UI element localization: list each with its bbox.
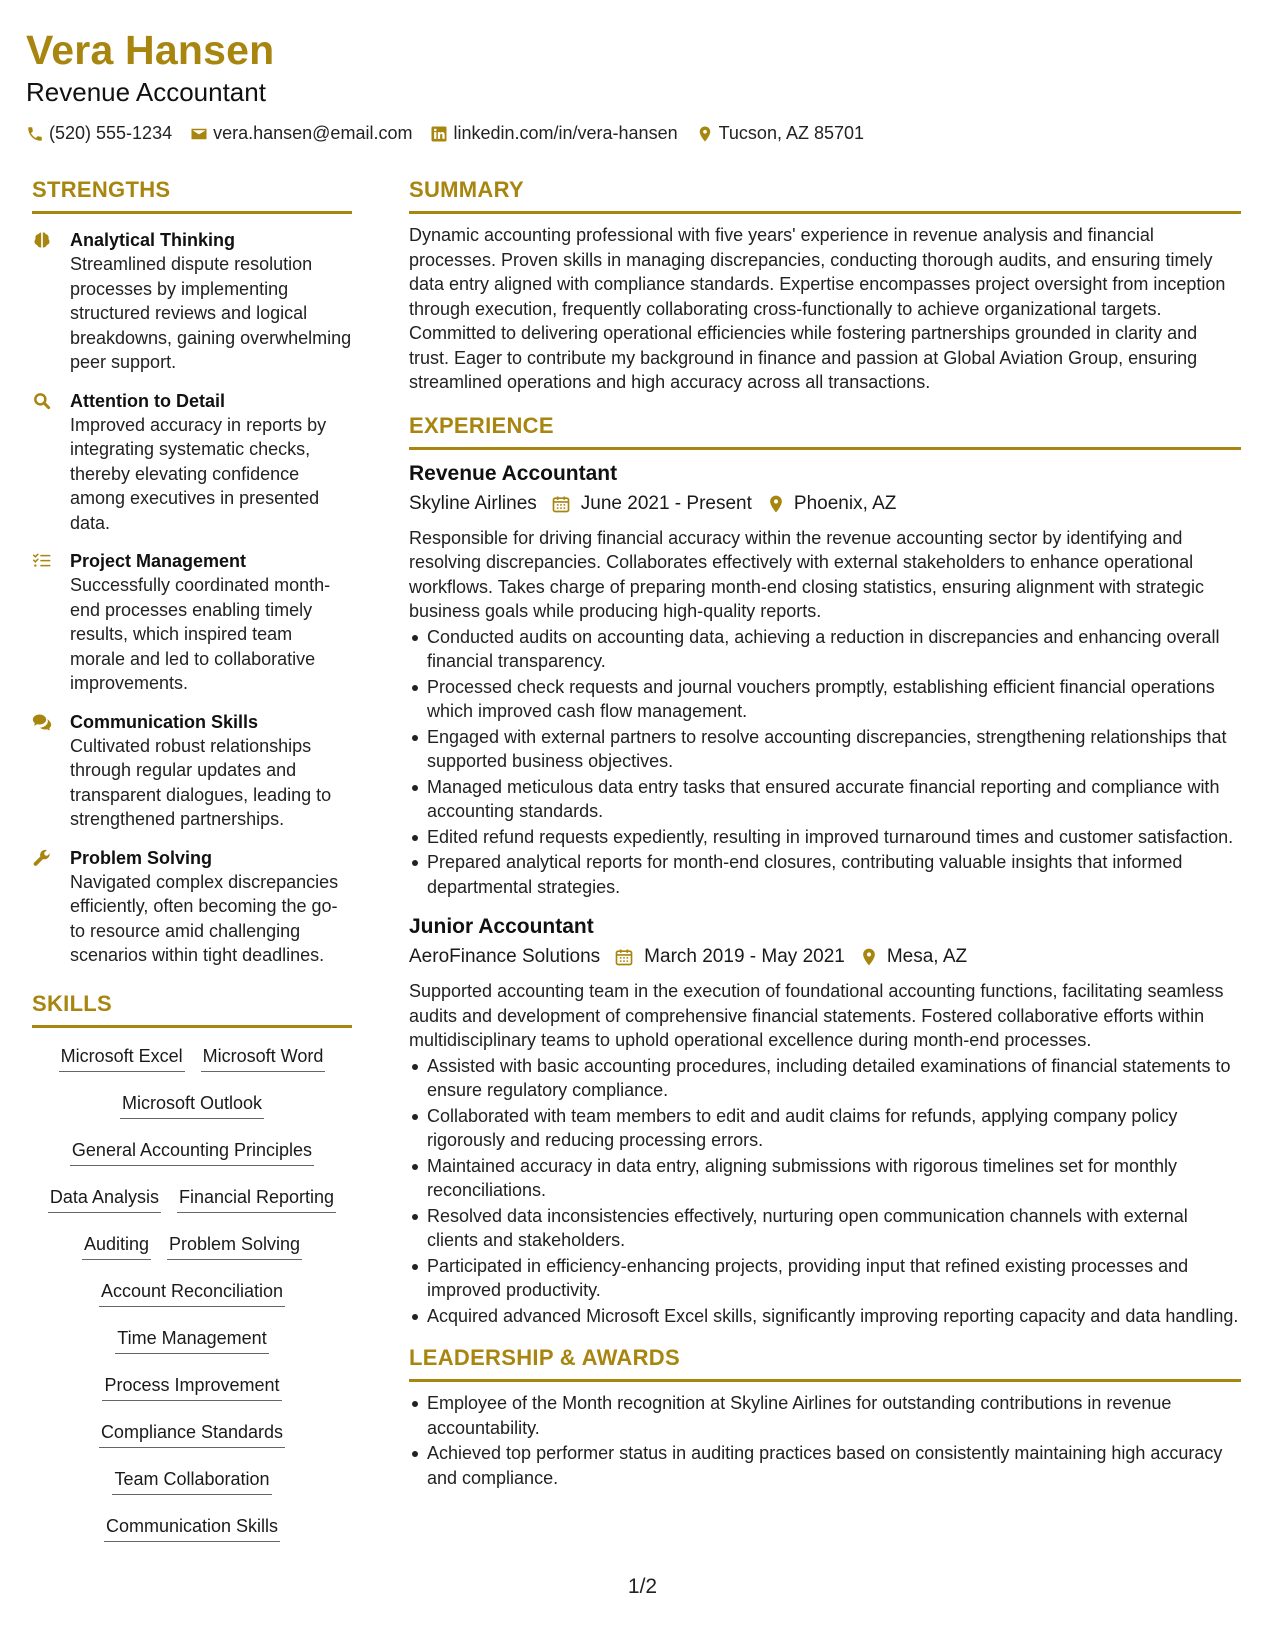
contact-linkedin[interactable] xyxy=(430,123,677,144)
skills-section xyxy=(32,990,352,1561)
left-column xyxy=(32,176,352,1561)
job-dates: June 2021 - Present xyxy=(580,492,752,514)
experience-section xyxy=(409,412,1241,1329)
section-divider xyxy=(32,1025,352,1028)
candidate-title: Revenue Accountant xyxy=(26,77,266,107)
skill-tag: Microsoft Word xyxy=(201,1044,326,1072)
strength-description: Successfully coordinated month-end processes enabling timely results, which inspired team morale and led to collaborative improvements. xyxy=(70,575,331,693)
job-achievements xyxy=(409,625,1241,900)
section-title: LEADERSHIP & AWARDS xyxy=(409,1345,680,1370)
section-divider xyxy=(409,1379,1241,1382)
job-meta xyxy=(409,943,1241,971)
resume-header xyxy=(26,26,1246,144)
job-entry xyxy=(409,460,1241,900)
job-location: Mesa, AZ xyxy=(886,946,968,967)
list-item: Processed check requests and journal vouchers promptly, establishing efficient financial operations which improved cash flow management. xyxy=(409,675,1241,724)
list-item: Assisted with basic accounting procedures, including detailed examinations of financial statements to ensure regulatory compliance. xyxy=(409,1054,1241,1103)
calendar-icon xyxy=(551,494,571,514)
strength-description: Improved accuracy in reports by integrating systematic checks, thereby elevating confidence among executives in presented data. xyxy=(70,414,327,533)
strength-title: Attention to Detail xyxy=(70,390,225,411)
skills-list xyxy=(32,1044,352,1561)
list-item: Edited refund requests expediently, resulting in improved turnaround times and customer satisfaction. xyxy=(409,825,1241,850)
strength-description: Navigated complex discrepancies efficiently, often becoming the go-to resource amid challenging scenarios within tight deadlines. xyxy=(70,871,339,965)
list-item: Conducted audits on accounting data, achieving a reduction in discrepancies and enhancing overall financial transparency. xyxy=(409,625,1241,674)
contact-email[interactable] xyxy=(190,123,412,144)
section-divider xyxy=(409,447,1241,450)
job-dates: March 2019 - May 2021 xyxy=(644,946,845,967)
skill-tag: Financial Reporting xyxy=(177,1185,336,1213)
section-title: EXPERIENCE xyxy=(409,412,554,438)
job-entry xyxy=(409,913,1241,1328)
job-role: Junior Accountant xyxy=(409,915,594,938)
strength-item xyxy=(32,549,352,696)
strength-title: Analytical Thinking xyxy=(70,230,236,250)
contact-location xyxy=(696,123,864,144)
list-item: Prepared analytical reports for month-end closures, contributing valuable insights that informed departmental strategies. xyxy=(409,850,1241,899)
section-title: SUMMARY xyxy=(409,177,524,202)
job-role: Revenue Accountant xyxy=(409,461,618,485)
strength-title: Communication Skills xyxy=(70,711,259,732)
right-column xyxy=(409,176,1241,1491)
strength-item xyxy=(32,228,352,375)
summary-text: Dynamic accounting professional with five years' experience in revenue analysis and financial processes. Proven skills in managing discrepancies, conducting thorough audits, and ensuring timely data entry aligned with compliance standards. Expertise encompasses project oversight from inception through execution, frequently collaborating cross-functionally to achieve organizational targets. Committed to delivering operational efficiencies while fostering partnerships grounded in clarity and trust. Eager to contribute my background in finance and passion at Global Aviation Group, ensuring streamlined operations and high accuracy across all transactions. xyxy=(409,225,1226,392)
candidate-name: Vera Hansen xyxy=(26,27,275,73)
strength-title: Problem Solving xyxy=(70,847,213,868)
section-divider xyxy=(409,211,1241,214)
skill-tag: Time Management xyxy=(115,1326,268,1354)
strength-title: Project Management xyxy=(70,551,247,571)
job-location: Phoenix, AZ xyxy=(793,492,897,514)
awards-list xyxy=(409,1391,1241,1490)
map-pin-icon xyxy=(766,494,786,514)
strength-description: Cultivated robust relationships through regular updates and transparent dialogues, leading to strengthened partnerships. xyxy=(70,735,332,829)
skill-tag: Compliance Standards xyxy=(99,1420,285,1448)
job-company: AeroFinance Solutions xyxy=(409,946,601,967)
magnifier-icon xyxy=(32,391,52,411)
section-title: STRENGTHS xyxy=(32,177,171,202)
list-item: Acquired advanced Microsoft Excel skills, significantly improving reporting capacity and data handling. xyxy=(409,1304,1241,1329)
phone-icon xyxy=(26,125,44,143)
strength-item xyxy=(32,846,352,968)
list-item: Achieved top performer status in auditing practices based on consistently maintaining high accuracy and compliance. xyxy=(409,1441,1241,1490)
strength-item xyxy=(32,389,352,536)
list-item: Managed meticulous data entry tasks that ensured accurate financial reporting and compliance with accounting standards. xyxy=(409,775,1241,824)
checklist-icon xyxy=(32,551,52,571)
skill-tag: Data Analysis xyxy=(48,1185,161,1213)
list-item: Collaborated with team members to edit and audit claims for refunds, applying company policy rigorously and reducing processing errors. xyxy=(409,1104,1241,1153)
list-item: Engaged with external partners to resolve accounting discrepancies, strengthening relationships that supported business objectives. xyxy=(409,725,1241,774)
contact-phone xyxy=(26,123,172,144)
skill-tag: General Accounting Principles xyxy=(70,1138,314,1166)
skill-tag: Communication Skills xyxy=(104,1514,280,1542)
strength-description: Streamlined dispute resolution processes by implementing structured reviews and logical breakdowns, gaining overwhelming peer support. xyxy=(70,254,352,372)
job-meta xyxy=(409,490,1241,518)
skill-tag: Auditing xyxy=(82,1232,151,1260)
wrench-icon xyxy=(32,848,52,868)
skill-tag: Team Collaboration xyxy=(112,1467,271,1495)
linkedin-text[interactable]: linkedin.com/in/vera-hansen xyxy=(453,123,678,143)
chat-bubbles-icon xyxy=(32,712,52,732)
skill-tag: Microsoft Excel xyxy=(59,1044,185,1072)
list-item: Participated in efficiency-enhancing projects, providing input that refined existing processes and improved productivity. xyxy=(409,1254,1241,1303)
job-description: Supported accounting team in the execution of foundational accounting functions, facilitating seamless audits and development of comprehensive financial statements. Fostered collaborative efforts within multidisciplinary teams to uphold operational excellence during month-end processes. xyxy=(409,981,1224,1050)
job-company: Skyline Airlines xyxy=(409,492,537,514)
phone-text: (520) 555-1234 xyxy=(49,123,173,143)
strengths-section xyxy=(32,176,352,968)
map-pin-icon xyxy=(696,125,714,143)
section-divider xyxy=(32,211,352,214)
page-number: 1/2 xyxy=(627,1575,658,1598)
list-item: Employee of the Month recognition at Skyline Airlines for outstanding contributions in revenue accountability. xyxy=(409,1391,1241,1440)
linkedin-icon xyxy=(430,125,448,143)
email-text[interactable]: vera.hansen@email.com xyxy=(213,123,413,143)
brain-icon xyxy=(32,230,52,250)
skill-tag: Account Reconciliation xyxy=(99,1279,285,1307)
job-achievements xyxy=(409,1054,1241,1329)
list-item: Maintained accuracy in data entry, aligning submissions with rigorous timelines set for monthly reconciliations. xyxy=(409,1154,1241,1203)
job-description: Responsible for driving financial accuracy within the revenue accounting sector by identifying and resolving discrepancies. Collaborates effectively with external stakeholders to enhance operational workflows. Takes charge of preparing month-end closing statistics, ensuring alignment with strategic business goals while producing high-quality reports. xyxy=(409,527,1205,621)
skill-tag: Microsoft Outlook xyxy=(120,1091,264,1119)
strength-item xyxy=(32,710,352,832)
summary-section xyxy=(409,176,1241,395)
map-pin-icon xyxy=(859,947,879,967)
skill-tag: Problem Solving xyxy=(167,1232,302,1260)
list-item: Resolved data inconsistencies effectively, nurturing open communication channels with external clients and stakeholders. xyxy=(409,1204,1241,1253)
section-title: SKILLS xyxy=(32,990,113,1016)
contact-bar xyxy=(26,123,1246,144)
calendar-icon xyxy=(614,947,634,967)
skill-tag: Process Improvement xyxy=(102,1373,281,1401)
envelope-icon xyxy=(190,125,208,143)
leadership-section xyxy=(409,1344,1241,1490)
location-text: Tucson, AZ 85701 xyxy=(718,123,865,143)
